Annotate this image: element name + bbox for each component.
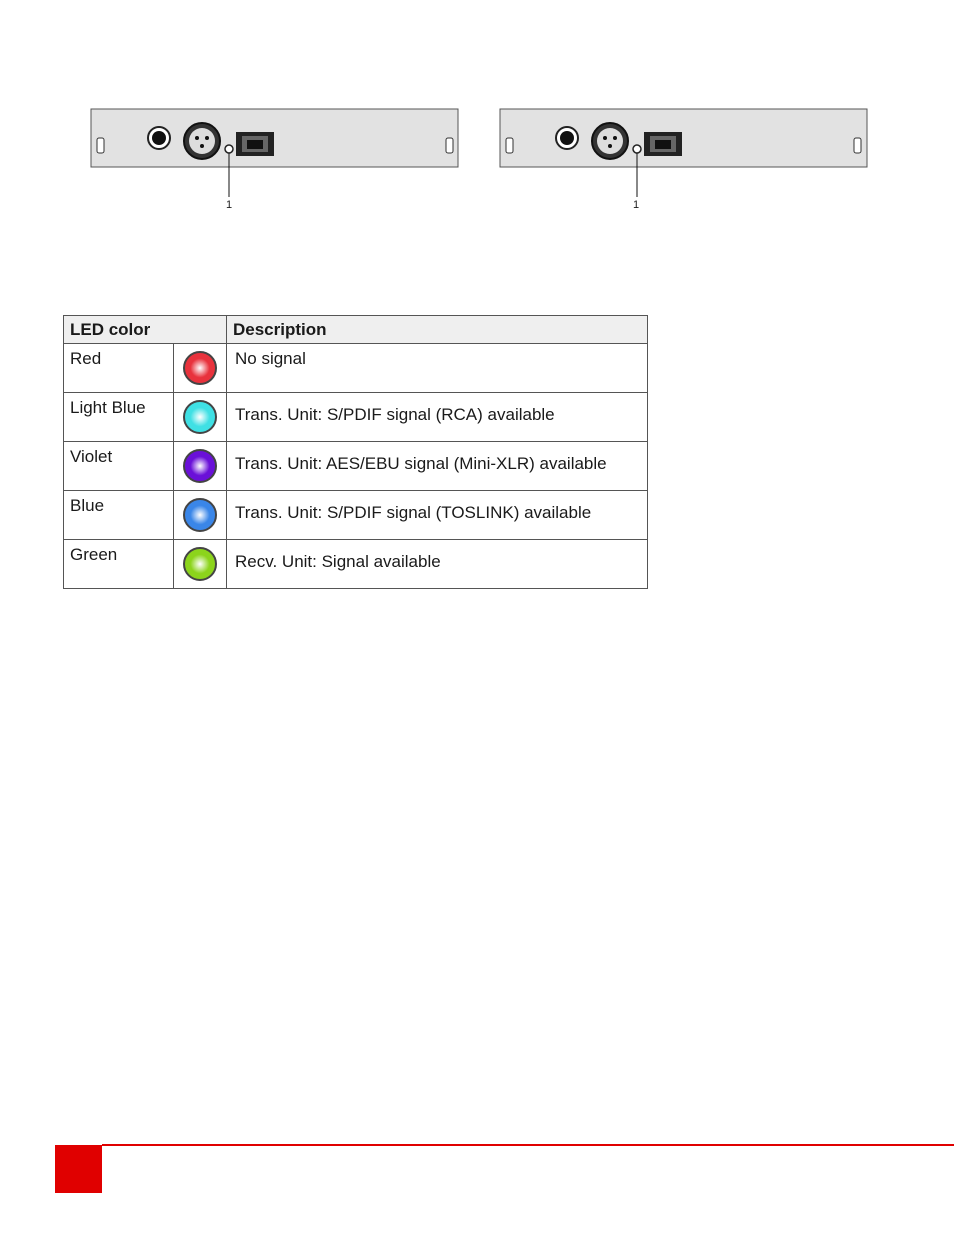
footer-accent-block — [55, 1145, 102, 1193]
led-description: Trans. Unit: AES/EBU signal (Mini-XLR) available — [227, 442, 648, 491]
led-color-name: Light Blue — [64, 393, 174, 442]
led-color-name: Violet — [64, 442, 174, 491]
table-row — [64, 442, 648, 491]
led-color-table — [63, 315, 648, 589]
footer-rule — [102, 1144, 954, 1146]
led-color-name: Red — [64, 344, 174, 393]
device-panel-figure-transmitter — [90, 100, 462, 220]
header-led-color: LED color — [64, 316, 227, 344]
table-row — [64, 540, 648, 589]
callout-number: 1 — [633, 199, 640, 211]
callout-number: 1 — [226, 199, 233, 211]
device-panel-figure-receiver — [497, 100, 869, 220]
led-description: Trans. Unit: S/PDIF signal (TOSLINK) available — [227, 491, 648, 540]
led-violet-icon — [183, 449, 217, 483]
led-color-name: Blue — [64, 491, 174, 540]
header-description: Description — [227, 316, 648, 344]
table-header-row — [64, 316, 648, 344]
table-row — [64, 344, 648, 393]
led-light-blue-icon — [183, 400, 217, 434]
led-blue-icon — [183, 498, 217, 532]
led-green-icon — [183, 547, 217, 581]
led-description: Recv. Unit: Signal available — [227, 540, 648, 589]
led-red-icon — [183, 351, 217, 385]
led-description: Trans. Unit: S/PDIF signal (RCA) available — [227, 393, 648, 442]
led-color-name: Green — [64, 540, 174, 589]
led-description: No signal — [227, 344, 648, 393]
table-row — [64, 393, 648, 442]
table-row — [64, 491, 648, 540]
